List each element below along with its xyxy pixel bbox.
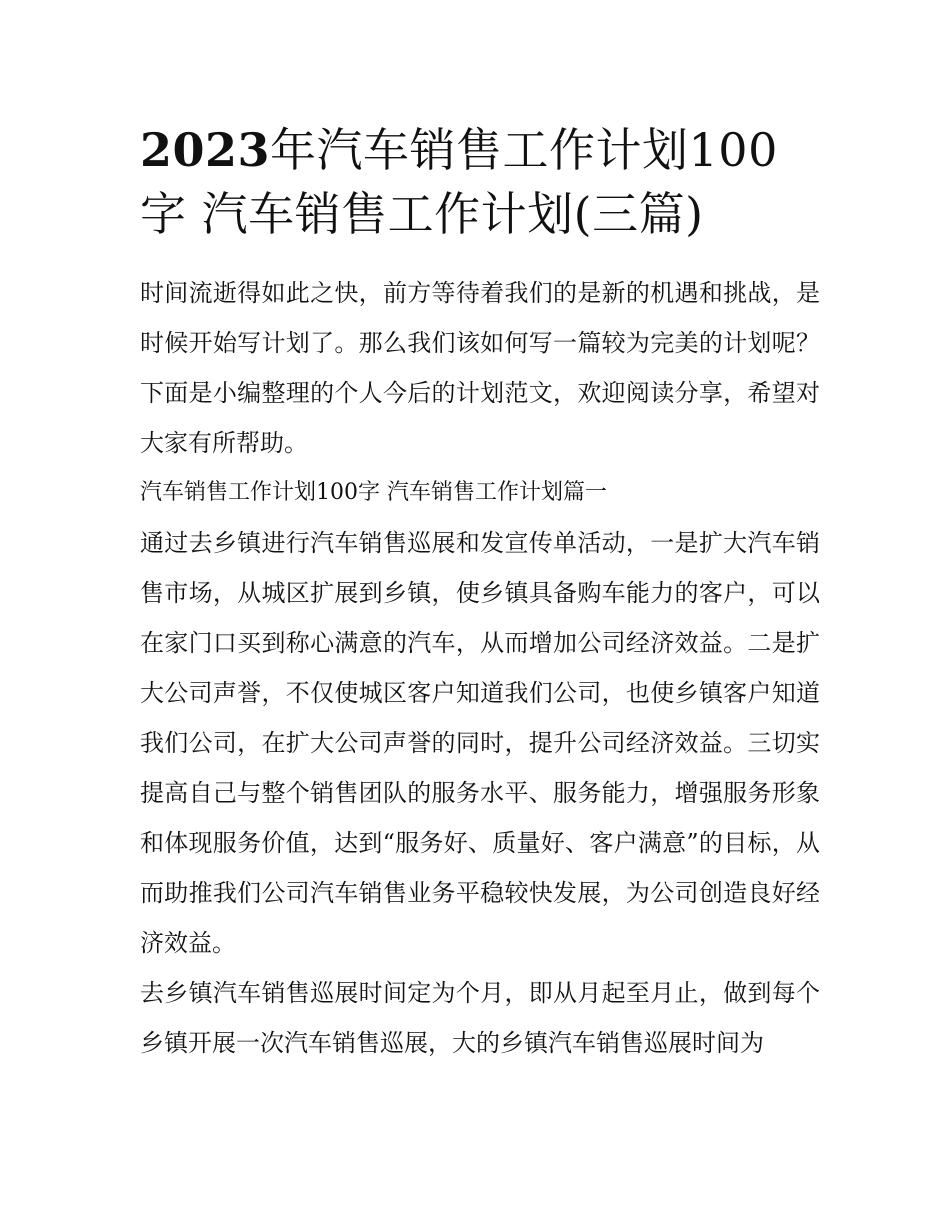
title-year: 2023 [140,123,271,177]
title-text: 年汽车销售工作计划100字 汽车销售工作计划(三篇) [140,123,778,241]
body-paragraph-2: 去乡镇汽车销售巡展时间定为个月，即从月起至月止，做到每个乡镇开展一次汽车销售巡展，大的乡镇汽车销售巡展时间为 [140,979,820,1057]
body-paragraph-1: 通过去乡镇进行汽车销售巡展和发宣传单活动，一是扩大汽车销售市场，从城区扩展到乡镇，使乡镇具备购车能力的客户，可以在家门口买到称心满意的汽车，从而增加公司经济效益。二是扩大公司声誉，不仅使城区客户知道我们公司，也使乡镇客户知道我们公司，在扩大公司声誉的同时，提升公司经济效益。三切实提高自己与整个销售团队的服务水平、服务能力，增强服务形象和体现服务价值，达到“服务好、质量好、客户满意”的目标，从而助推我们公司汽车销售业务平稳较快发展，为公司创造良好经济效益。 [140,529,820,957]
intro-paragraph: 时间流逝得如此之快，前方等待着我们的是新的机遇和挑战，是时候开始写计划了。那么我们该如何写一篇较为完美的计划呢？下面是小编整理的个人今后的计划范文，欢迎阅读分享，希望对大家有所帮助。 [140,279,820,457]
document-title [140,118,820,246]
section-heading: 汽车销售工作计划100字 汽车销售工作计划篇一 [140,480,607,505]
document-body [140,118,820,1068]
